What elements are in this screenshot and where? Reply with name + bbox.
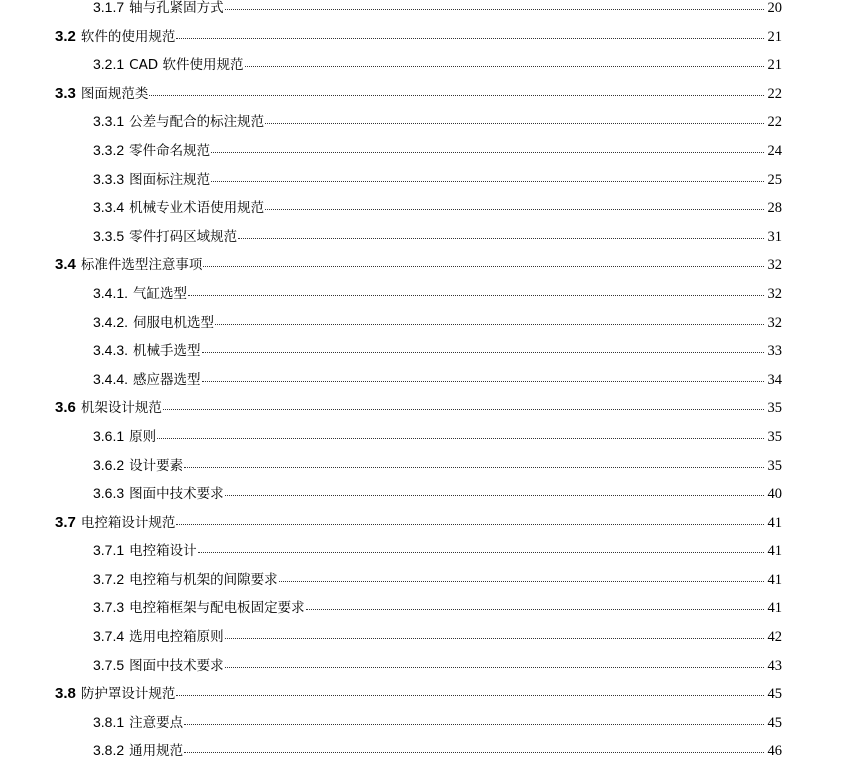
toc-entry-number: 3.6.3: [93, 485, 125, 502]
toc-page-number: 22: [767, 114, 782, 131]
toc-page-number: 32: [767, 314, 782, 331]
toc-page-number: 41: [767, 543, 782, 560]
toc-entry-number: 3.2: [55, 27, 76, 45]
toc-entry-line: [55, 256, 782, 274]
toc-subsection-entry[interactable]: [0, 593, 868, 622]
toc-subsection-entry[interactable]: [0, 536, 868, 565]
toc-subsection-entry[interactable]: [0, 422, 868, 451]
toc-entry-number: 3.3: [55, 84, 76, 102]
toc-entry-number: 3.3.5: [93, 227, 125, 244]
toc-subsection-entry[interactable]: [0, 622, 868, 651]
toc-dot-leader: [184, 467, 764, 468]
toc-entry-title: 原则: [129, 428, 157, 445]
toc-entry-number: 3.4: [55, 256, 76, 274]
toc-subsection-entry[interactable]: [0, 336, 868, 365]
toc-page-number: 21: [767, 57, 782, 74]
toc-entry-title: CAD 软件使用规范: [129, 57, 244, 74]
toc-entry-number: 3.7.5: [93, 656, 125, 673]
toc-dot-leader: [149, 95, 764, 96]
toc-entry-number: 3.4.3.: [93, 342, 129, 359]
toc-entry-number: 3.4.4.: [93, 370, 129, 387]
toc-dot-leader: [184, 752, 764, 753]
toc-entry-number: 3.4.2.: [93, 313, 129, 330]
toc-entry-number: 3.8.1: [93, 713, 125, 730]
toc-page-number: 22: [767, 85, 782, 102]
toc-entry-title: 设计要素: [129, 457, 184, 474]
toc-entry-title: 轴与孔紧固方式: [129, 0, 224, 16]
toc-subsection-entry[interactable]: [0, 107, 868, 136]
toc-entry-number: 3.4.1.: [93, 284, 129, 301]
toc-page-number: 35: [767, 400, 782, 417]
toc-dot-leader: [203, 266, 764, 267]
toc-page-number: 35: [767, 428, 782, 445]
toc-entry-number: 3.6: [55, 399, 76, 417]
toc-page-number: 45: [767, 714, 782, 731]
toc-entry-title: 通用规范: [129, 743, 184, 760]
toc-entry-line: [93, 371, 782, 389]
toc-subsection-entry[interactable]: [0, 479, 868, 508]
toc-entry-line: [93, 113, 782, 131]
toc-subsection-entry[interactable]: [0, 451, 868, 480]
toc-entry-line: [55, 514, 782, 532]
toc-dot-leader: [211, 152, 764, 153]
toc-entry-line: [93, 628, 782, 646]
toc-entry-title: 公差与配合的标注规范: [129, 114, 265, 131]
toc-entry-title: 电控箱设计: [129, 543, 197, 560]
toc-page-number: 25: [767, 171, 782, 188]
toc-page-number: 35: [767, 457, 782, 474]
toc-entry-line: [93, 56, 782, 74]
toc-page-number: 41: [767, 571, 782, 588]
toc-section-entry[interactable]: [0, 250, 868, 279]
toc-subsection-entry[interactable]: [0, 136, 868, 165]
toc-entry-number: 3.8.2: [93, 742, 125, 759]
toc-entry-number: 3.3.1: [93, 113, 125, 130]
toc-entry-title: 电控箱设计规范: [80, 514, 176, 531]
toc-subsection-entry[interactable]: [0, 50, 868, 79]
toc-entry-title: 软件的使用规范: [80, 28, 176, 45]
toc-entry-title: 感应器选型: [133, 371, 201, 388]
toc-dot-leader: [225, 9, 764, 10]
toc-entry-line: [93, 457, 782, 475]
toc-dot-leader: [184, 724, 764, 725]
toc-page-number: 32: [767, 257, 782, 274]
toc-page-number: 43: [767, 657, 782, 674]
toc-dot-leader: [225, 667, 764, 668]
toc-dot-leader: [245, 66, 765, 67]
toc-entry-number: 3.8: [55, 685, 76, 703]
toc-entry-line: [93, 199, 782, 217]
toc-entry-line: [93, 599, 782, 617]
toc-dot-leader: [202, 352, 764, 353]
toc-page-number: 33: [767, 343, 782, 360]
toc-entry-number: 3.7.4: [93, 628, 125, 645]
toc-dot-leader: [176, 38, 764, 39]
toc-entry-number: 3.6.2: [93, 456, 125, 473]
toc-entry-line: [93, 171, 782, 189]
toc-page-number: 45: [767, 686, 782, 703]
toc-entry-title: 图面标注规范: [129, 171, 211, 188]
toc-dot-leader: [163, 409, 764, 410]
toc-entry-line: [93, 142, 782, 160]
toc-subsection-entry[interactable]: [0, 365, 868, 394]
toc-subsection-entry[interactable]: [0, 279, 868, 308]
toc-entry-line: [93, 571, 782, 589]
toc-entry-title: 电控箱框架与配电板固定要求: [129, 600, 305, 617]
toc-entry-title: 零件命名规范: [129, 142, 211, 159]
toc-page-number: 34: [767, 371, 782, 388]
toc-dot-leader: [225, 495, 764, 496]
toc-subsection-entry[interactable]: [0, 708, 868, 737]
toc-section-entry[interactable]: [0, 508, 868, 537]
toc-dot-leader: [225, 638, 764, 639]
toc-dot-leader: [306, 609, 764, 610]
toc-dot-leader: [198, 552, 764, 553]
toc-entry-title: 机架设计规范: [80, 400, 162, 417]
toc-entry-line: [55, 399, 782, 417]
toc-page-number: 46: [767, 743, 782, 760]
toc-section-entry[interactable]: [0, 393, 868, 422]
toc-dot-leader: [238, 238, 764, 239]
toc-entry-title: 防护罩设计规范: [80, 686, 176, 703]
toc-entry-number: 3.2.1: [93, 56, 125, 73]
toc-subsection-entry[interactable]: [0, 651, 868, 680]
toc-entry-number: 3.6.1: [93, 427, 125, 444]
toc-entry-line: [93, 657, 782, 675]
toc-entry-number: 3.3.2: [93, 141, 125, 158]
toc-section-entry[interactable]: [0, 22, 868, 51]
toc-page-number: 20: [767, 0, 782, 16]
toc-dot-leader: [265, 123, 764, 124]
toc-subsection-entry[interactable]: [0, 565, 868, 594]
toc-subsection-entry[interactable]: [0, 0, 868, 22]
toc-entry-title: 标准件选型注意事项: [80, 257, 203, 274]
toc-entry-title: 图面中技术要求: [129, 486, 224, 503]
toc-page-number: 41: [767, 514, 782, 531]
toc-subsection-entry[interactable]: [0, 193, 868, 222]
toc-entry-title: 选用电控箱原则: [129, 629, 224, 646]
toc-entry-line: [93, 285, 782, 303]
toc-entry-title: 伺服电机选型: [133, 314, 215, 331]
toc-entry-title: 机械手选型: [133, 343, 201, 360]
toc-dot-leader: [176, 695, 764, 696]
toc-page-number: 40: [767, 486, 782, 503]
toc-page-number: 42: [767, 629, 782, 646]
toc-dot-leader: [215, 324, 764, 325]
toc-section-entry[interactable]: [0, 79, 868, 108]
toc-entry-line: [55, 685, 782, 703]
toc-entry-line: [93, 485, 782, 503]
toc-entry-number: 3.7.3: [93, 599, 125, 616]
toc-entry-number: 3.7.2: [93, 570, 125, 587]
toc-subsection-entry[interactable]: [0, 222, 868, 251]
toc-entry-number: 3.1.7: [93, 0, 125, 15]
toc-page-number: 41: [767, 600, 782, 617]
toc-entry-title: 图面规范类: [80, 85, 149, 102]
toc-entry-number: 3.7: [55, 513, 76, 531]
toc-entry-number: 3.7.1: [93, 542, 125, 559]
toc-page-number: 32: [767, 285, 782, 302]
toc-page-number: 31: [767, 228, 782, 245]
toc-entry-title: 机械专业术语使用规范: [129, 200, 265, 217]
toc-entry-title: 气缸选型: [133, 285, 188, 302]
toc-entry-title: 图面中技术要求: [129, 657, 224, 674]
toc-entry-line: [55, 85, 782, 103]
toc-entry-line: [93, 314, 782, 332]
toc-page-number: 21: [767, 28, 782, 45]
toc-entry-title: 注意要点: [129, 714, 184, 731]
toc-entry-line: [93, 228, 782, 246]
toc-subsection-entry[interactable]: [0, 165, 868, 194]
toc-entry-title: 零件打码区域规范: [129, 228, 238, 245]
toc-subsection-entry[interactable]: [0, 736, 868, 765]
toc-entry-line: [93, 714, 782, 732]
toc-entry-number: 3.3.3: [93, 170, 125, 187]
toc-entry-line: [93, 0, 782, 17]
toc-entry-title: 电控箱与机架的间隙要求: [129, 571, 278, 588]
toc-entry-number: 3.3.4: [93, 199, 125, 216]
toc-entry-line: [55, 28, 782, 46]
toc-dot-leader: [176, 524, 764, 525]
toc-section-entry[interactable]: [0, 679, 868, 708]
toc-entry-line: [93, 342, 782, 360]
toc-dot-leader: [188, 295, 764, 296]
toc-entry-line: [93, 542, 782, 560]
toc-dot-leader: [202, 381, 764, 382]
toc-page-number: 24: [767, 142, 782, 159]
toc-entry-line: [93, 742, 782, 760]
toc-page-number: 28: [767, 200, 782, 217]
toc-subsection-entry[interactable]: [0, 308, 868, 337]
toc-dot-leader: [157, 438, 764, 439]
toc-dot-leader: [279, 581, 764, 582]
toc-dot-leader: [265, 209, 764, 210]
toc-entry-line: [93, 428, 782, 446]
toc-dot-leader: [211, 181, 764, 182]
